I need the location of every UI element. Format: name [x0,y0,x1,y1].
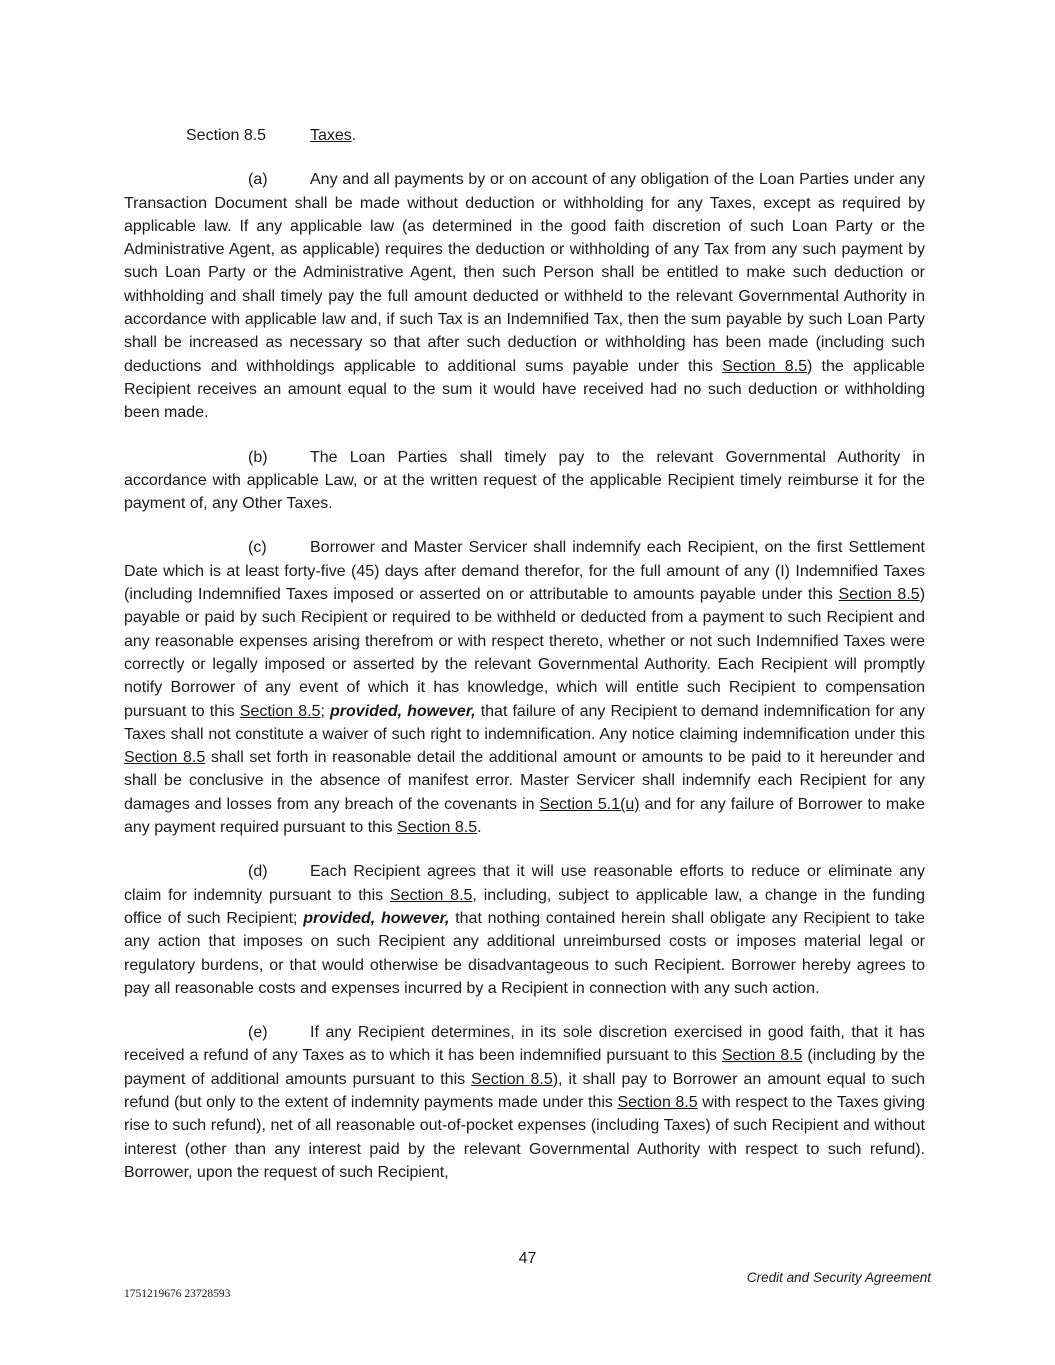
paragraph-label: (c) [248,539,267,557]
footer-document-id: 1751219676 23728593 [124,1288,231,1300]
paragraph-d: (d) Each Recipient agrees that it will use reasonable efforts to reduce or eliminate any claim for indemnity pursuant to this Section 8.5, including, subject to applicable law, a change in the funding office of such Recipient; provided, however, that nothing contained herein shall obligate any Recipient to take any action that imposes on such Recipient any additional unreimbursed costs or imposes material legal or regulatory burdens, or that would otherwise be disadvantageous to such Recipient. Borrower hereby agrees to pay all reasonable costs and expenses incurred by a Recipient in connection with any such action. [124,860,925,1000]
section-number: Section 8.5 [186,127,267,144]
section-heading: Section 8.5 Taxes. [124,124,925,147]
section-reference: Section 8.5 [471,1070,553,1088]
paragraph-label: (d) [248,863,268,881]
section-reference: Section 8.5 [617,1093,698,1111]
paragraph-label: (a) [248,171,268,189]
paragraph-e: (e) If any Recipient determines, in its sole discretion exercised in good faith, that it has received a refund of any Taxes as to which it has been indemnified pursuant to this Section 8.5 (including by the payment of additional amounts pursuant to this Section 8.5), it shall pay to Borrower an amount equal to such refund (but only to the extent of indemnity payments made under this Section 8.5 with respect to the Taxes giving rise to such refund), net of all reasonable out-of-pocket expenses (including Taxes) of such Recipient and without interest (other than any interest paid by the relevant Governmental Authority with respect to such refund). Borrower, upon the request of such Recipient, [124,1021,925,1184]
section-reference: Section 8.5 [239,702,321,720]
proviso: provided, however, [330,702,476,720]
section-reference: Section 8.5 [838,586,920,604]
section-reference: Section 8.5 [124,749,206,767]
section-reference: Section 5.1(u) [539,795,640,813]
page-content [124,124,925,1205]
section-title: Taxes [310,127,352,144]
paragraph-b: (b) The Loan Parties shall timely pay to the relevant Governmental Authority in accordance with applicable Law, or at the written request of the applicable Recipient timely reimburse it for the payment of, any Other Taxes. [124,446,925,516]
paragraph-a: (a) Any and all payments by or on account of any obligation of the Loan Parties under any Transaction Document shall be made without deduction or withholding for any Taxes, except as required by applicable law. If any applicable law (as determined in the good faith discretion of such Loan Party or the Administrative Agent, as applicable) requires the deduction or withholding of any Tax from any such payment by such Loan Party or the Administrative Agent, then such Person shall be entitled to make such deduction or withholding and shall timely pay the full amount deducted or withheld to the relevant Governmental Authority in accordance with applicable law and, if such Tax is an Indemnified Tax, then the sum payable by such Loan Party shall be increased as necessary so that after such deduction or withholding has been made (including such deductions and withholdings applicable to additional sums payable under this Section 8.5) the applicable Recipient receives an amount equal to the sum it would have received had no such deduction or withholding been made. [124,168,925,424]
section-reference: Section 8.5 [722,357,807,375]
section-reference: Section 8.5, [389,886,477,904]
paragraph-label: (b) [248,448,268,466]
paragraph-c: (c) Borrower and Master Servicer shall indemnify each Recipient, on the first Settlement Date which is at least forty-five (45) days after demand therefor, for the full amount of any (I) Indemnified Taxes (including Indemnified Taxes imposed or asserted on or attributable to amounts payable under this Section 8.5) payable or paid by such Recipient or required to be withheld or deducted from a payment to such Recipient and any reasonable expenses arising therefrom or with respect thereto, whether or not such Indemnified Taxes were correctly or legally imposed or asserted by the relevant Governmental Authority. Each Recipient will promptly notify Borrower of any event of which it has knowledge, which will entitle such Recipient to compensation pursuant to this Section 8.5; provided, however, that failure of any Recipient to demand indemnification for any Taxes shall not constitute a waiver of such right to indemnification. Any notice claiming indemnification under this Section 8.5 shall set forth in reasonable detail the additional amount or amounts to be paid to it hereunder and shall be conclusive in the absence of manifest error. Master Servicer shall indemnify each Recipient for any damages and losses from any breach of the covenants in Section 5.1(u) and for any failure of Borrower to make any payment required pursuant to this Section 8.5. [124,536,925,839]
section-reference: Section 8.5 [397,819,478,837]
page-number: 47 [518,1250,537,1267]
section-reference: Section 8.5 [721,1047,803,1065]
paragraph-label: (e) [248,1024,268,1042]
proviso: provided, however, [303,909,450,927]
footer-document-title: Credit and Security Agreement [746,1270,931,1285]
